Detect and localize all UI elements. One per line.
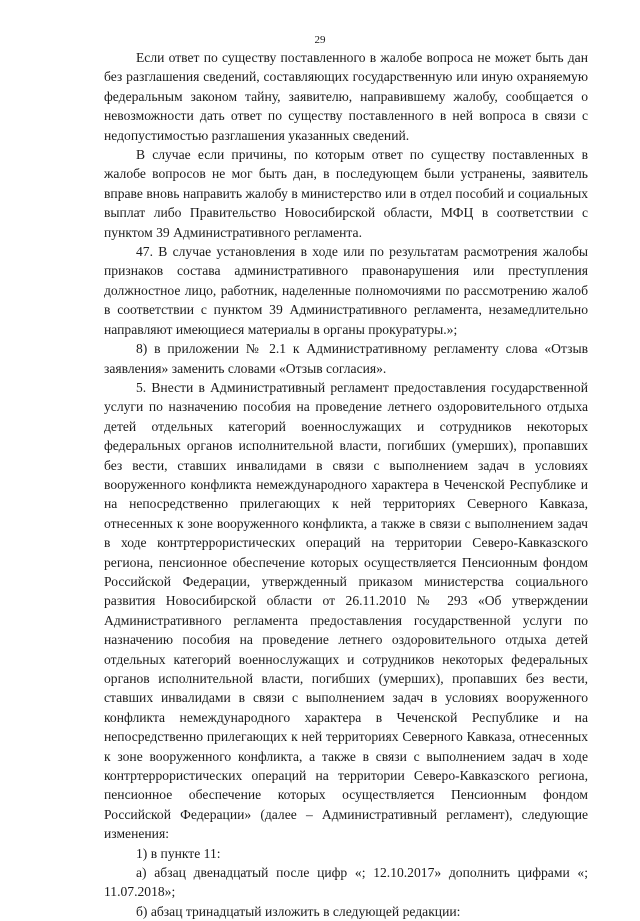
paragraph-resubmission: В случае если причины, по которым ответ по существу поставленных в жалобе вопросов не мог быть дан, в последующем были устранены, заявитель вправе вновь направить жалобу в министерство или в отдел пособий и социальных выплат либо Правительство Новосибирской области, МФЦ в соответствии с пунктом 39 Административного регламента. [104, 147, 588, 240]
paragraph-subitem-8: 8) в приложении № 2.1 к Административному регламенту слова «Отзыв заявления» заменить словами «Отзыв согласия». [104, 341, 588, 376]
paragraph-item-47: 47. В случае установления в ходе или по результатам расмотрения жалобы признаков состава административного правонарушения или преступления должностное лицо, работник, наделенные полномочиями по рассмотрению жалоб в соответствии с пунктом 39 Административного регламента, незамедлительно направляют имеющиеся материалы в органы прокуратуры.»; [104, 244, 588, 337]
paragraph-subpoint-b: б) абзац тринадцатый изложить в следующей редакции: [136, 903, 461, 919]
page-number: 29 [314, 34, 326, 46]
paragraph-secret-info: Если ответ по существу поставленного в жалобе вопроса не может быть дан без разглашения сведений, составляющих государственную или иную охраняемую федеральным законом тайну, заявителю, направившему жалобу, сообщается о невозможности дать ответ по существу поставленного в ней вопроса в связи с недопустимостью разглашения указанных сведений. [104, 50, 588, 143]
paragraph-point-11: 1) в пункте 11: [136, 845, 221, 861]
paragraph-item-5: 5. Внести в Административный регламент предоставления государственной услуги по назначению пособия на проведение летнего оздоровительного отдыха детей отдельных категорий военнослужащих и сотрудников некоторых федеральных органов исполнительной власти, погибших (умерших), пропавших без вести, ставших инвалидами в связи с выполнением задач в условиях вооруженного конфликта немеждународного характера в Чеченской Республике и на непосредственно прилегающих к ней территориях Северного Кавказа, отнесенных к зоне вооруженного конфликта, а также в связи с выполнением задач в ходе контртеррористических операций на территории Северо-Кавказского региона, пенсионное обеспечение которых осуществляется Пенсионным фондом Российской Федерации, утвержденный приказом министерства социального развития Новосибирской области от 26.11.2010 № 293 «Об утверждении Административного регламента предоставления государственной услуги по назначению пособия на проведение летнего оздоровительного отдыха детей отдельных категорий военнослужащих и сотрудников некоторых федеральных органов исполнительной власти, погибших (умерших), пропавших без вести, ставших инвалидами в связи с выполнением задач в условиях вооруженного конфликта немеждународного характера в Чеченской Республике и на непосредственно прилегающих к ней территориях Северного Кавказа, отнесенных к зоне вооруженного конфликта, а также в связи с выполнением задач в ходе контртеррористических операций на территории Северо-Кавказского региона, пенсионное обеспечение которых осуществляется Пенсионным фондом Российской Федерации» (далее – Административный регламент), следующие изменения: [104, 379, 588, 842]
document-body [104, 48, 588, 921]
paragraph-subpoint-a: а) абзац двенадцатый после цифр «; 12.10.2017» дополнить цифрами «; 11.07.2018»; [104, 865, 588, 900]
